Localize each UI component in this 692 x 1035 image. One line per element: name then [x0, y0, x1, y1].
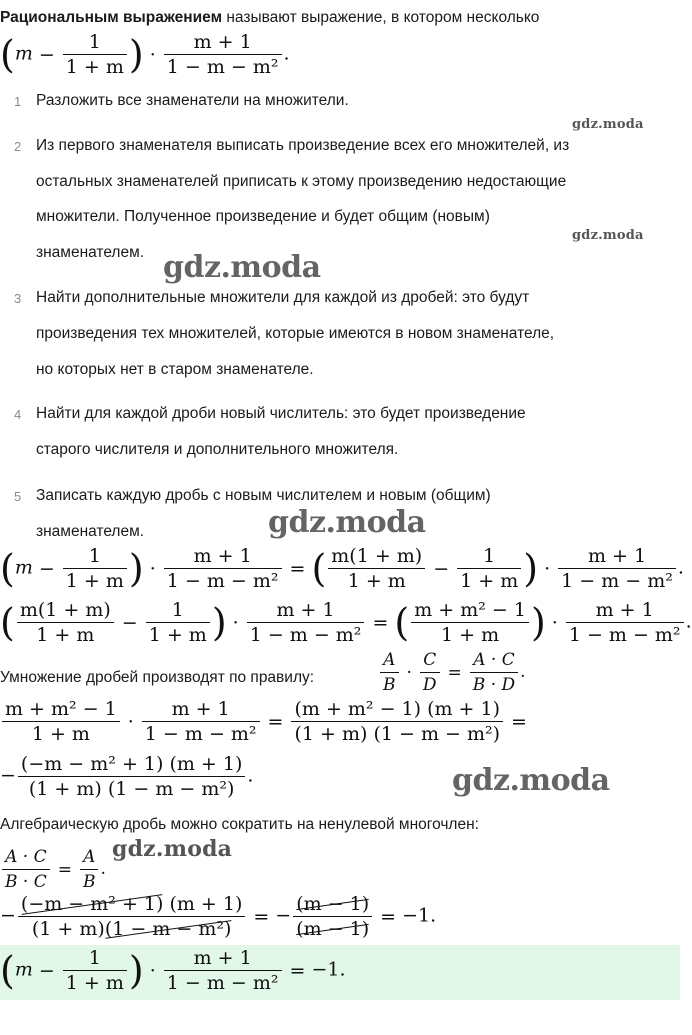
mult-rule-formula: $\frac{A}{B}$ · $\frac{C}{D}$ = $\frac{A \cdot C}{B \cdot D}$ . [378, 648, 526, 697]
mult-rule-text: Умножение дробей производят по правилу: [0, 669, 315, 686]
step-line: Разложить все знаменатели на множители. [36, 92, 349, 109]
expression-step-2: ( $\frac{m(1 + m)}{1 + m}$ − $\frac{1}{1 + m}$ ) · $\frac{m + 1}{\text{1 − m − m²}}$ = ( $\frac{\text{m + m² − 1}}{1 + m}$ ) · $\frac{m + 1}{\text{1 − m − m²}}$ . [0, 599, 692, 646]
watermark: gdz.moda [163, 250, 321, 285]
step-line: множители. Полученное произведение и будет общим (новым) [36, 208, 490, 225]
expression-step-1: (m − $\frac{1}{1 + m}$ ) · $\frac{m + 1}{\text{1 − m − m²}}$ = ( $\frac{m(1 + m)}{1 + m}$ − $\frac{1}{1 + m}$ ) · $\frac{m + 1}{\text{1 − m − m²}}$ . [0, 545, 684, 592]
step-line: Записать каждую дробь с новым числителем и новым (общим) [36, 487, 491, 504]
watermark: gdz.moda [452, 763, 610, 798]
step-number: 4 [14, 407, 22, 422]
step-number: 2 [14, 139, 22, 154]
intro-text [0, 8, 539, 28]
step-line: старого числителя и дополнительного множителя. [36, 441, 399, 458]
expression-step-4: − $\frac{\text{(−m − m² + 1) (m + 1)}}{\text{(1 + m) (1 − m − m²)}}$ . [0, 753, 254, 800]
step-line: но которых нет в старом знаменателе. [36, 361, 314, 378]
expression-original: (m − $\frac{1}{1 + m}$ ) · $\frac{m + 1}{\text{1 − m − m²}}$ . [0, 31, 290, 78]
watermark: gdz.moda [112, 836, 233, 862]
watermark: gdz.moda [268, 505, 426, 540]
step-line: произведения тех множителей, которые имеются в новом знаменателе, [36, 325, 555, 342]
watermark: gdz.moda [572, 228, 644, 243]
expression-step-3: $\frac{\text{m + m² − 1}}{1 + m}$ · $\frac{m + 1}{\text{1 − m − m²}}$ = $\frac{\text{(m + m² − 1) (m + 1)}}{\text{(1 + m) (1 − m − m²)}}$ = [0, 697, 533, 746]
step-line: Найти дополнительные множители для каждой из дробей: это будут [36, 289, 530, 306]
step-number: 1 [14, 94, 22, 109]
step-line: знаменателем. [36, 523, 145, 540]
step-line: Найти для каждой дроби новый числитель: это будет произведение [36, 405, 526, 422]
step-line: Из первого знаменателя выписать произведение всех его множителей, из [36, 137, 570, 154]
watermark: gdz.moda [572, 117, 644, 132]
step-line: остальных знаменателей приписать к этому произведению недостающие [36, 173, 567, 190]
step-number: 3 [14, 291, 22, 306]
reduce-rule-text: Алгебраическую дробь можно сократить на ненулевой многочлен: [0, 816, 479, 833]
reduce-rule-formula: $\frac{A \cdot C}{B \cdot C}$ = $\frac{A}{B}$ . [0, 845, 106, 894]
expression-reduced: − $\frac{\text{(−m − m² + 1) (m + 1)}}{\text{(1 + m)(1 − m − m²)}}$ = − $\frac{(m - 1)}{(m - 1)}$ = −1. [0, 893, 437, 940]
step-line: знаменателем. [36, 244, 145, 261]
answer-expression: (m − $\frac{1}{1 + m}$ ) · $\frac{m + 1}{\text{1 − m − m²}}$ = −1. [0, 947, 346, 994]
step-number: 5 [14, 489, 22, 504]
intro-rest: называют выражение, в котором несколько [222, 9, 540, 26]
intro-bold: Рациональным выражением [0, 9, 223, 26]
